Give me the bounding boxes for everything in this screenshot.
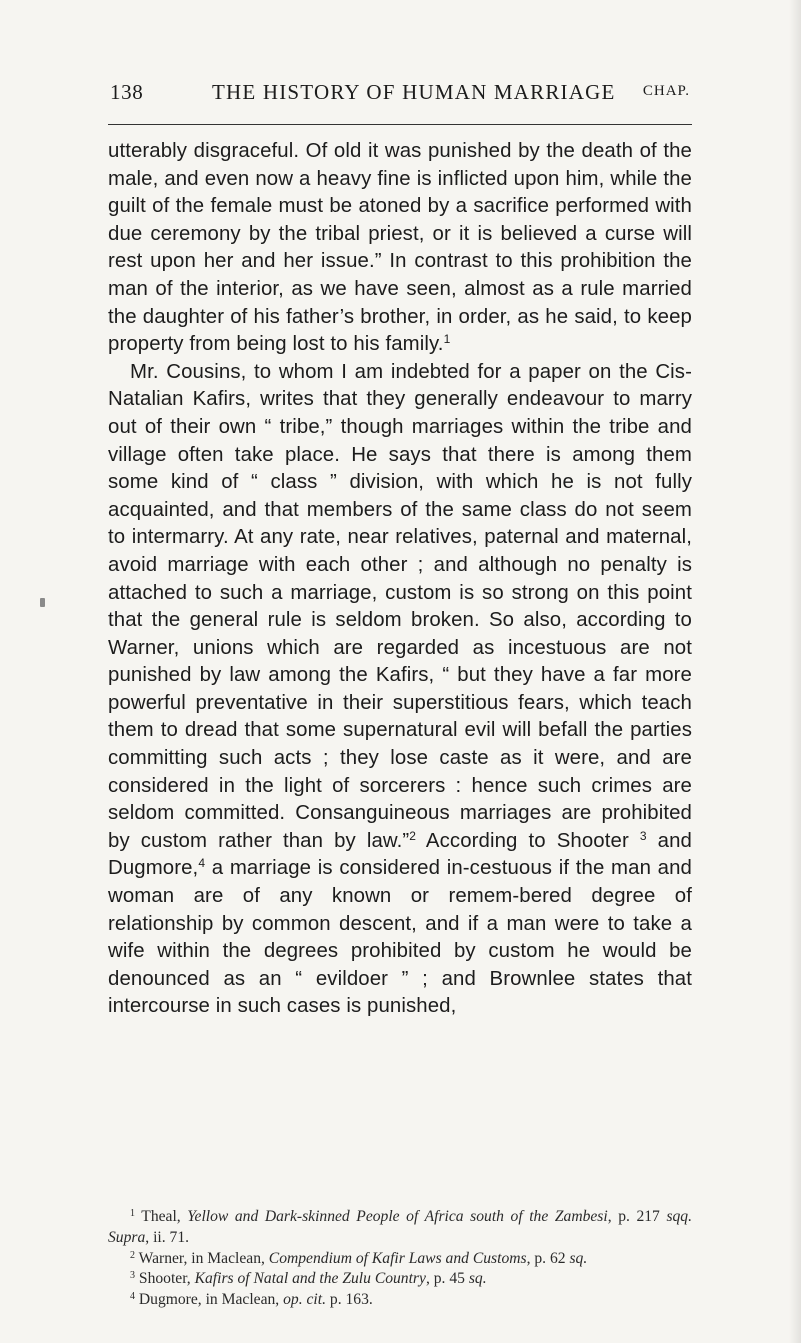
footnote-number: 4 — [130, 1291, 135, 1303]
footnote-ref-1: 1 — [443, 332, 451, 347]
footnote-author: Dugmore, in Maclean, — [135, 1291, 284, 1309]
running-title: THE HISTORY OF HUMAN MARRIAGE — [212, 80, 616, 104]
footnote-page: , p. 45 — [425, 1270, 469, 1288]
footnote-page: p. 163. — [326, 1291, 373, 1309]
footnote-ref-2: 2 — [409, 828, 417, 843]
footnote-title: Kafirs of Natal and the Zulu Country — [194, 1270, 426, 1288]
footnote-page: , p. 62 — [526, 1249, 570, 1267]
paragraph-text: Mr. Cousins, to whom I am indebted for a paper on the Cis-Natalian Kafirs, writes that they generally endeavour to marry out of their own “ tribe,” though marriages within the tribe and village often take place. He says that there is among them some kind of “ class ” division, with which he is not fully acquainted, and that members of the same class do not seem to intermarry. At any rate, near relatives, paternal and maternal, avoid marriage with each other ; and although no penalty is attached to such a marriage, custom is so strong on this point that the general rule is seldom broken. So also, according to Warner, unions which are regarded as incestuous are not punished by law among the Kafirs, “ but they have a far more powerful preventative in their superstitious fears, which teach them to dread that some supernatural evil will befall the parties committing such acts ; they lose caste as it were, and are considered in the light of sorcerers : hence such crimes are seldom committed. Consanguineous marriages are prohibited by custom rather than by law.” — [108, 360, 692, 852]
paragraph-1 — [108, 138, 692, 359]
footnote-author: Shooter, — [135, 1270, 195, 1288]
footnote-author: Warner, in Maclean, — [135, 1249, 269, 1267]
footnote-author: Theal, — [135, 1208, 188, 1225]
paragraph-text: a marriage is considered in-cestuous if the man and woman are of any known or remem-bered degree of relationship by common descent, and if a man were to take a wife within the degrees prohibited by custom he would be denounced as an “ evildoer ” ; and Brownlee states that intercourse in such cases is punished, — [108, 857, 692, 1018]
footnote-title: op. cit. — [283, 1291, 326, 1309]
footnotes — [108, 1207, 692, 1311]
footnote-italic: sq. — [569, 1249, 588, 1267]
page-number: 138 — [110, 80, 144, 104]
paragraph-2 — [108, 359, 692, 1021]
footnote-number: 1 — [130, 1208, 135, 1219]
footnote-4 — [108, 1290, 692, 1311]
footnote-italic: sq. — [468, 1270, 487, 1288]
footnote-ref-4: 4 — [198, 856, 206, 871]
paragraph-text: utterably disgraceful. Of old it was punished by the death of the male, and even now a heavy fine is inflicted upon him, while the guilt of the female must be atoned by a sacrifice performed with due ceremony by the tribal priest, or it is believed a curse will rest upon her and her issue.” In contrast to this prohibition the man of the interior, as we have seen, almost as a rule married the daughter of his father’s brother, in order, as he said, to keep property from being lost to his family. — [108, 140, 692, 356]
margin-mark — [40, 598, 45, 607]
footnote-2 — [108, 1249, 692, 1270]
footnote-number: 3 — [130, 1270, 135, 1282]
running-header — [110, 80, 690, 114]
footnote-number: 2 — [130, 1249, 135, 1261]
footnote-title: Yellow and Dark-skinned People of Africa south of the Zambesi — [187, 1208, 608, 1225]
footnote-page: , p. 217 — [607, 1208, 667, 1225]
footnote-title: Compendium of Kafir Laws and Customs — [268, 1249, 527, 1267]
main-text — [108, 138, 692, 1021]
footnote-1 — [108, 1207, 692, 1249]
paragraph-text: and Dugmore, — [108, 829, 692, 880]
footnote-tail: , ii. 71. — [145, 1228, 190, 1246]
footnote-3 — [108, 1269, 692, 1290]
chapter-label: CHAP. — [642, 83, 690, 99]
header-rule — [108, 124, 692, 125]
footnote-italic: sqq. Supra — [108, 1208, 692, 1246]
paragraph-text: According to Shooter — [416, 829, 640, 852]
page-gutter-shadow — [789, 0, 801, 1343]
footnote-ref-3: 3 — [639, 828, 647, 843]
